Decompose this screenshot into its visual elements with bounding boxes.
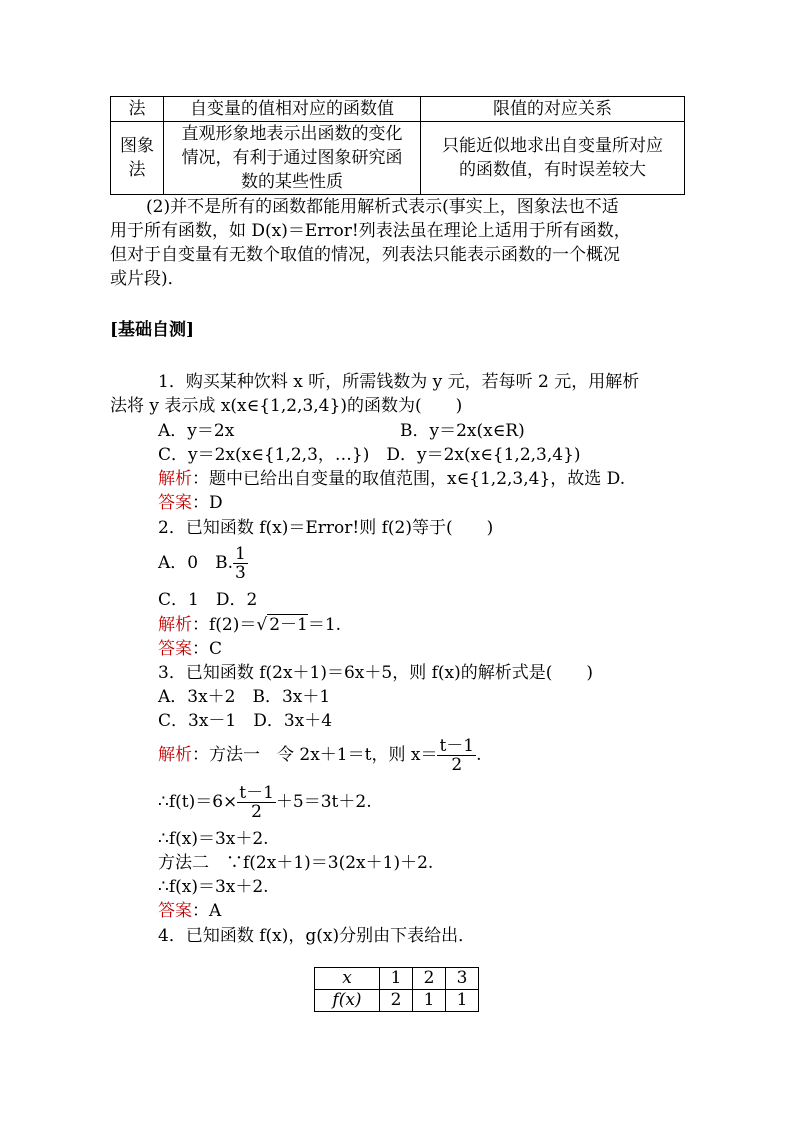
sqrt-body: 2－1 [269,615,308,635]
table-row [111,97,685,122]
q1-stem: 1．购买某种饮料 x 听，所需钱数为 y 元，若每听 2 元，用解析 [158,372,640,392]
sqrt-sign: √ [256,615,268,635]
q3-step: ∴f(x)＝3x＋2. [158,829,269,849]
cell-line: 情况，有利于通过图象研究函 [181,148,403,168]
table-cell: 1 [380,968,413,990]
q2-answer [158,637,222,661]
fraction-denominator: 3 [235,563,246,583]
table-cell [421,122,685,195]
table-cell [111,122,164,195]
table-cell: x [315,968,380,990]
fraction-numerator: t－1 [239,783,274,803]
analysis-text: ＝1. [307,615,342,635]
step-text: ＋5＝3t＋2. [275,792,372,812]
analysis-label: 解析 [158,615,192,635]
analysis-text: ：题中已给出自变量的取值范围，x∈{1,2,3,4}，故选 D. [192,469,626,489]
step-text: ∴f(t)＝6× [158,792,238,812]
q2-analysis [158,613,341,637]
note-line: 用于所有函数，如 D(x)＝Error!列表法虽在理论上适用于所有函数， [110,221,631,241]
table-cell: 限值的对应关系 [421,97,685,122]
q3-options-cd: C．3x－1 D．3x＋4 [158,711,333,731]
table-row [315,990,479,1012]
cell-line: 图象 [120,136,154,156]
table-cell: 2 [380,990,413,1012]
fraction [237,784,276,821]
analysis-label: 解析 [158,745,192,765]
q1-option-a: A．y＝2x [158,421,235,441]
cell-line: 的函数值，有时误差较大 [459,160,646,180]
section-title: [基础自测] [110,320,195,340]
table-cell: 2 [413,968,446,990]
analysis-text: . [476,745,482,765]
table-row [315,968,479,990]
q3-answer [158,899,221,923]
q3-stem: 3．已知函数 f(2x＋1)＝6x＋5，则 f(x)的解析式是( ) [158,663,594,683]
q2-options-cd: C．1 D．2 [158,590,258,610]
answer-label: 答案 [158,493,192,513]
note-line: (2)并不是所有的函数都能用解析式表示(事实上，图象法也不适 [146,197,619,217]
table-cell [164,122,421,195]
table-cell: 3 [446,968,479,990]
table-cell: 1 [446,990,479,1012]
table-cell: 法 [111,97,164,122]
cell-line: 直观形象地表示出函数的变化 [181,124,403,144]
q1-options-cd: C．y＝2x(x∈{1,2,3，…}) D．y＝2x(x∈{1,2,3,4}) [158,445,581,465]
table-cell: f(x) [315,990,380,1012]
table-cell: 自变量的值相对应的函数值 [164,97,421,122]
fraction-denominator: 2 [437,755,476,774]
cell-line: 数的某些性质 [241,172,343,192]
fraction-numerator: t－1 [439,736,475,756]
q3-step: 方法二 ∵f(2x＋1)＝3(2x＋1)＋2. [158,853,434,873]
answer-text: ：C [192,639,223,659]
function-value-table [314,967,479,1012]
comparison-table [110,96,685,195]
q3-analysis [158,735,482,775]
q4-stem: 4．已知函数 f(x)，g(x)分别由下表给出． [158,926,476,946]
q1-answer [158,491,223,515]
q2-options-ab [158,543,248,583]
q1-stem: 法将 y 表示成 x(x∈{1,2,3,4})的函数为( ) [110,396,463,416]
q3-step [158,782,372,822]
q1-option-b: B．y＝2x(x∈R) [400,421,525,441]
fraction-denominator: 2 [237,802,276,821]
table-cell: 1 [413,990,446,1012]
fraction [437,737,476,774]
answer-label: 答案 [158,639,192,659]
note-line: 但对于自变量有无数个取值的情况，列表法只能表示函数的一个概况 [110,245,620,265]
q3-options-ab: A．3x＋2 B．3x＋1 [158,687,331,707]
q3-step: ∴f(x)＝3x＋2. [158,877,269,897]
fraction [233,545,248,582]
q2-option-text: A．0 B. [158,553,233,573]
q1-analysis [158,467,625,491]
analysis-text: ：f(2)＝ [192,615,257,635]
answer-text: ：A [192,901,222,921]
answer-label: 答案 [158,901,192,921]
q2-stem: 2．已知函数 f(x)＝Error!则 f(2)等于( ) [158,518,494,538]
analysis-text: ：方法一 令 2x＋1＝t，则 x＝ [192,745,438,765]
fraction-numerator: 1 [235,544,246,564]
cell-line: 法 [128,160,146,180]
note-line: 或片段)． [110,269,185,289]
table-row [111,122,685,195]
answer-text: ：D [192,493,223,513]
cell-line: 只能近似地求出自变量所对应 [442,136,663,156]
analysis-label: 解析 [158,469,192,489]
